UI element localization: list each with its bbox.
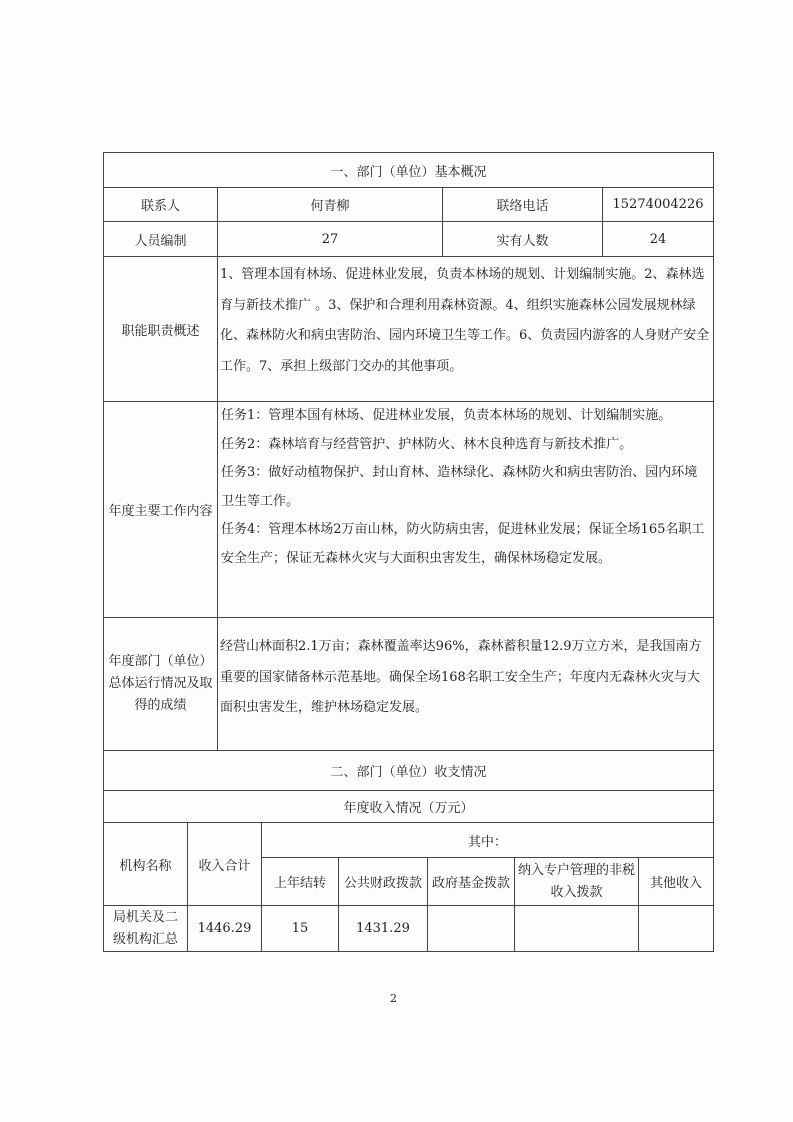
- section1-title: 一、部门（单位）基本概况: [104, 153, 714, 188]
- contact-value: 何青柳: [218, 188, 443, 222]
- header-gov-fund: 政府基金拨款: [428, 858, 515, 906]
- row-gov-fund: [428, 906, 515, 952]
- work-label: 年度主要工作内容: [104, 402, 218, 618]
- header-public-finance: 公共财政拨款: [339, 858, 428, 906]
- row-public-finance: 1431.29: [339, 906, 428, 952]
- header-non-tax: 纳入专户管理的非税收入拨款: [515, 858, 639, 906]
- row-carryover: 15: [262, 906, 339, 952]
- staff-value: 27: [218, 222, 443, 257]
- income-table: [103, 790, 714, 952]
- task-item: 任务4：管理本林场2万亩山林，防火防病虫害，促进林业发展；保证全场165名职工安全生产；保证无森林火灾与大面积虫害发生，确保林场稳定发展。: [221, 522, 705, 566]
- header-other: 其他收入: [639, 858, 714, 906]
- duties-label: 职能职责概述: [104, 257, 218, 402]
- header-of-which: 其中：: [262, 823, 714, 858]
- row-org: 局机关及二级机构汇总: [104, 906, 188, 952]
- achieve-label: 年度部门（单位）总体运行情况及取得的成绩: [104, 618, 218, 751]
- row-total: 1446.29: [188, 906, 262, 952]
- page-number: 2: [390, 992, 397, 1005]
- task-item: 任务2：森林培育与经营管护、护林防火、林木良种选育与新技术推广。: [221, 436, 633, 452]
- actual-value: 24: [603, 222, 714, 257]
- header-total: 收入合计: [188, 823, 262, 906]
- income-title: 年度收入情况（万元）: [104, 791, 714, 823]
- contact-label: 联系人: [104, 188, 218, 222]
- actual-label: 实有人数: [443, 222, 603, 257]
- task-item: 任务1：管理本国有林场、促进林业发展，负责本林场的规划、计划编制实施。: [221, 408, 672, 423]
- task-item: 任务3：做好动植物保护、封山育林、造林绿化、森林防火和病虫害防治、园内环境卫生等工作。: [221, 465, 698, 509]
- section2-title: 二、部门（单位）收支情况: [104, 751, 714, 791]
- staff-label: 人员编制: [104, 222, 218, 257]
- phone-label: 联络电话: [443, 188, 603, 222]
- row-other: [639, 906, 714, 952]
- row-non-tax: [515, 906, 639, 952]
- basic-info-table: [103, 152, 714, 791]
- achieve-text: 经营山林面积2.1万亩；森林覆盖率达96%，森林蓄积量12.9万立方米，是我国南方重要的国家储备林示范基地。确保全场168名职工安全生产；年度内无森林火灾与大面积虫害发生，维护林场稳定发展。: [218, 618, 714, 751]
- table-row: [104, 906, 714, 952]
- phone-value: 15274004226: [603, 188, 714, 222]
- tasks-list: [218, 402, 714, 618]
- header-org: 机构名称: [104, 823, 188, 906]
- duties-text: 1、管理本国有林场、促进林业发展，负责本林场的规划、计划编制实施。2、森林选育与新技术推广 。3、保护和合理利用森林资源。4、组织实施森林公园发展规林绿化、森林防火和病虫害防治、园内环境卫生等工作。6、负责园内游客的人身财产安全工作。7、承担上级部门交办的其他事项。: [218, 257, 714, 402]
- header-carryover: 上年结转: [262, 858, 339, 906]
